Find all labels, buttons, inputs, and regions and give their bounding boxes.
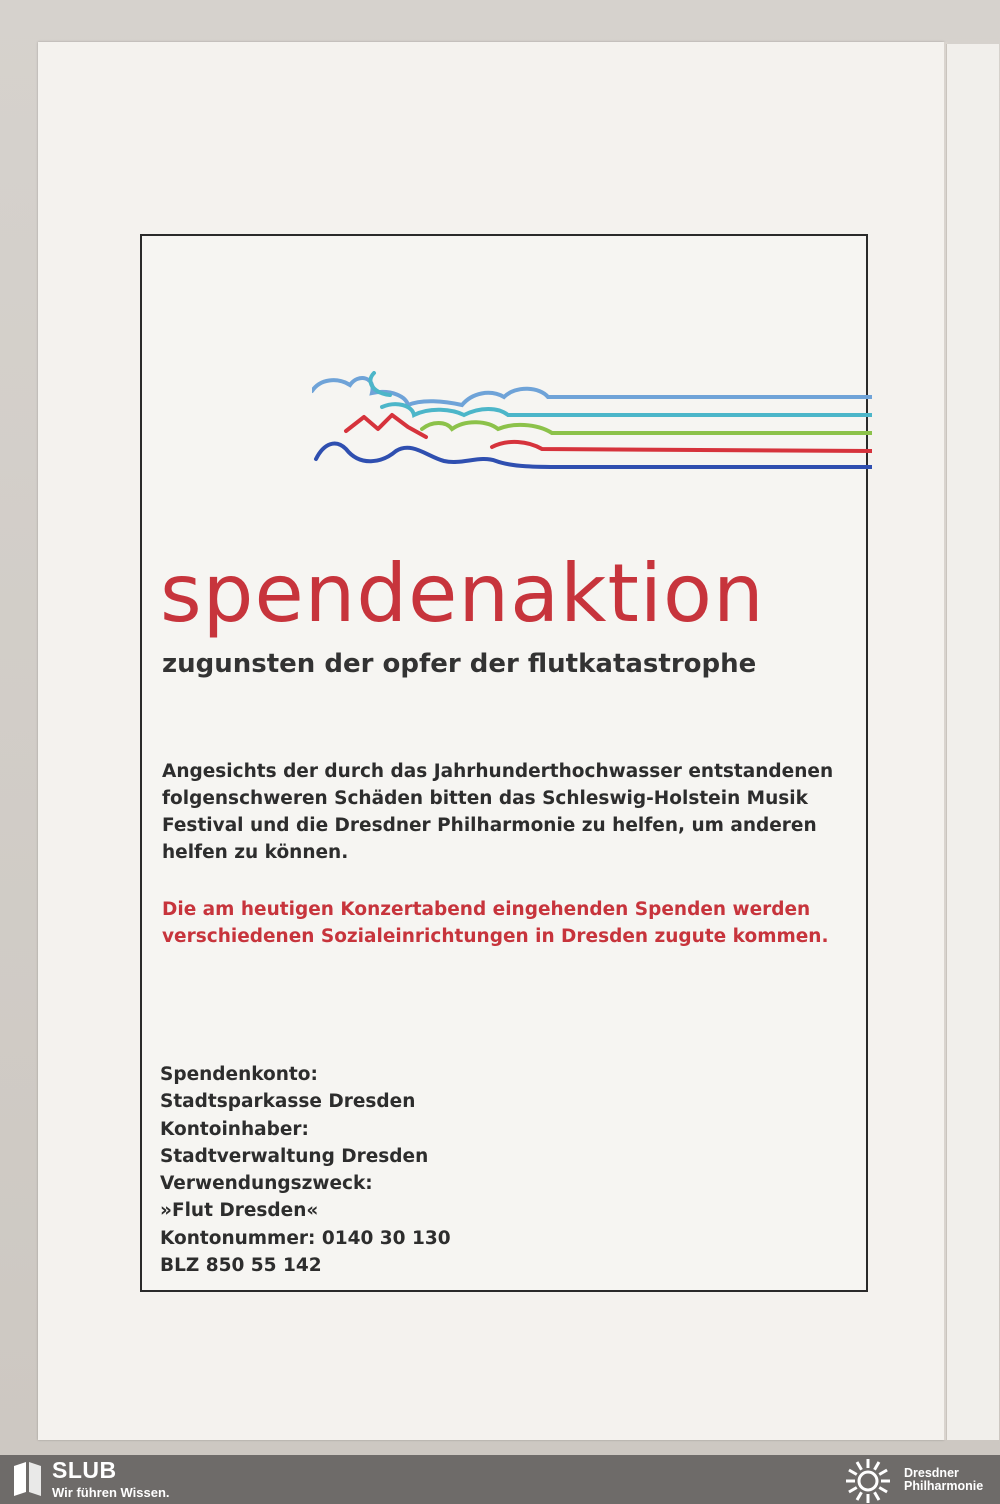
appeal-paragraph: Angesichts der durch das Jahrhunderthochwasser entstandenen folgenschweren Schäden bitten das Schleswig-Holstein Musik Festival und die Dresdner Philharmonie zu helfen, um anderen helfen zu können. [162,761,834,863]
subheadline: zugunsten der opfer der flutkatastrophe [162,649,757,679]
slub-brand: SLUB [52,1457,117,1483]
partner-line: Philharmonie [904,1479,984,1493]
account-line: Stadtverwaltung Dresden [160,1145,429,1167]
account-line: »Flut Dresden« [160,1200,319,1222]
bank-account-details [160,1061,660,1279]
account-line: Kontonummer: 0140 30 130 [160,1227,451,1249]
document-page [38,42,944,1440]
account-line: Spendenkonto: [160,1064,318,1085]
book-icon [12,1462,44,1496]
donation-ad [140,234,868,1292]
account-line: Kontoinhaber: [160,1118,309,1140]
facing-page-edge [946,44,999,1440]
sunburst-icon [840,1458,896,1504]
highlight-paragraph: Die am heutigen Konzertabend eingehenden Spenden werden verschiedenen Sozialeinrichtungen in Dresden zugute kommen. [162,899,829,947]
partner-name [904,1467,983,1493]
slub-tagline: Wir führen Wissen. [52,1485,170,1500]
account-line: Verwendungszweck: [160,1173,373,1195]
account-line: Stadtsparkasse Dresden [160,1091,416,1113]
headline: spendenaktion [160,547,765,640]
account-line: BLZ 850 55 142 [160,1255,322,1277]
partner-line: Dresdner [904,1466,959,1480]
flood-waves-logo-icon [312,371,872,491]
